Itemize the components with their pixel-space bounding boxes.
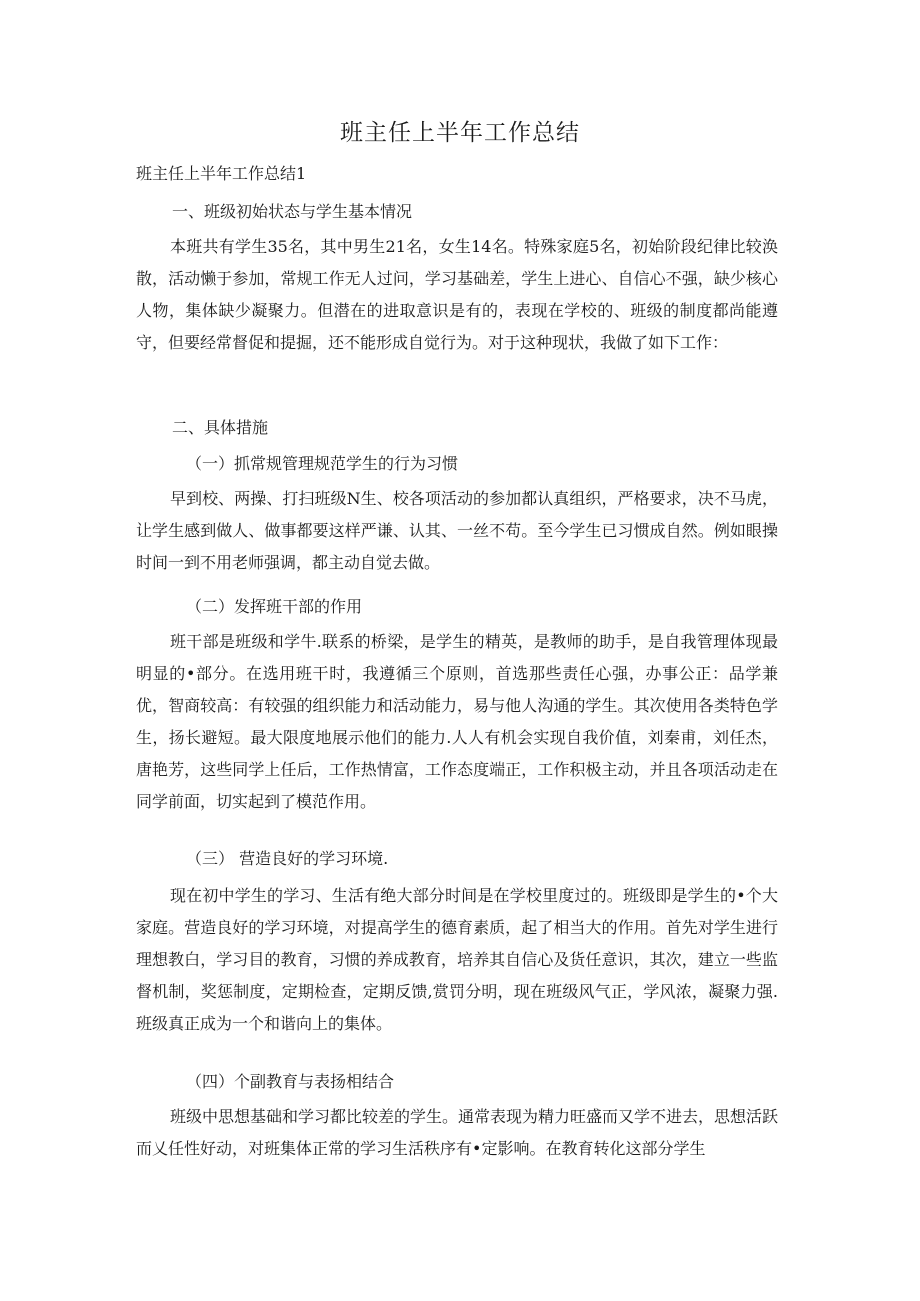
paragraph-education-praise: 班级中思想基础和学习都比较差的学生。通常表现为精力旺盛而又学不进去，思想活跃而乂任性好动，对班集体正常的学习生活秩序有•定影响。在教育转化这部分学生 [136, 1107, 779, 1158]
document-subtitle: 班主任上半年工作总结1 [136, 164, 307, 183]
paragraph-class-status: 本班共有学生35名，其中男生21名，女生14名。特殊家庭5名，初始阶段纪律比较涣散，活动懒于参加，常规工作无人过问，学习基础差，学生上进心、自信心不强，缺少核心人物，集体缺少凝聚力。但潜在的进取意识是有的，表现在学校的、班级的制度都尚能遵守，但要经常督促和提掘，还不能形成自觉行为。对于这种现状，我做了如下工作： [136, 237, 778, 352]
subsection-heading-3: （三） 营造良好的学习环境. [186, 849, 389, 868]
subsection-heading-2: （二）发挥班干部的作用 [186, 597, 363, 616]
section-heading-1: 一、班级初始状态与学生基本情况 [172, 202, 413, 221]
paragraph-routine-management: 早到校、两操、打扫班级N生、校各项活动的参加都认真组织，严格要求，决不马虎，让学生感到做人、做事都要这样严谦、认其、一丝不苟。至今学生已习惯成自然。例如眼操时间一到不用老师强调，都主动自觉去做。 [136, 489, 778, 572]
subsection-heading-1: （一）抓常规管理规范学生的行为习惯 [186, 454, 459, 473]
paragraph-class-cadres: 班干部是班级和学牛.联系的桥梁，是学生的精英，是教师的助手，是自我管理体现最明显的•部分。在选用班干时，我遵循三个原则，首选那些责任心强，办事公正：品学兼优，智商较高：有较强的组织能力和活动能力，易与他人沟通的学生。其次使用各类特色学生，扬长避短。最大限度地展示他们的能力.人人有机会实现自我价值，刘秦甫，刘任杰，唐艳芳，这些同学上任后，工作热情富，工作态度端正，工作积极主动，并且各项活动走在同学前面，切实起到了模范作用。 [136, 632, 778, 811]
paragraph-learning-environment: 现在初中学生的学习、生活有绝大部分时间是在学校里度过的。班级即是学生的•个大家庭。营造良好的学习环境，对提高学生的德育素质，起了相当大的作用。首先对学生进行理想教白，学习目的教育，习惯的养成教育，培养其自信心及货任意识，其次，建立一些监督机制，奖惩制度，定期检查，定期反馈,赏罚分明，现在班级风气正，学风浓，凝聚力强.班级真正成为一个和谐向上的集体。 [136, 886, 778, 1033]
subsection-heading-4: （四）个副教育与表扬相结合 [186, 1072, 395, 1091]
section-heading-2: 二、具体措施 [172, 418, 269, 437]
document-title: 班主任上半年工作总结 [340, 120, 580, 146]
